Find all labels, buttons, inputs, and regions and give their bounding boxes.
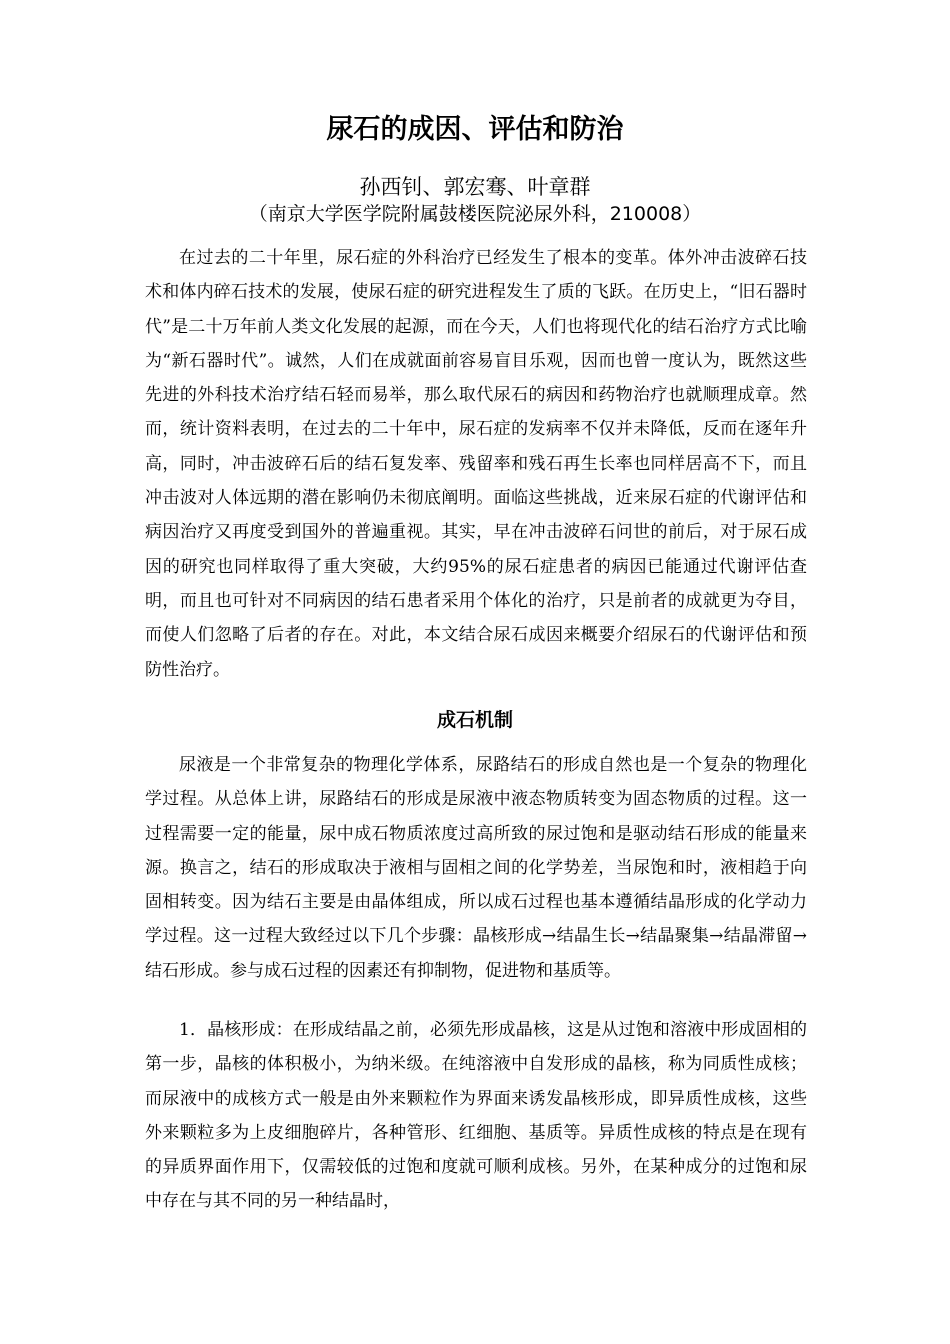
section-paragraph-2: 1．晶核形成：在形成结晶之前，必须先形成晶核，这是从过饱和溶液中形成固相的第一步，晶核的体积极小，为纳米级。在纯溶液中自发形成的晶核，称为同质性成核；而尿液中的成核方式一般是由外来颗粒作为界面来诱发晶核形成，即异质性成核，这些外来颗粒多为上皮细胞碎片，各种管形、红细胞、基质等。异质性成核的特点是在现有的异质界面作用下，仅需较低的过饱和度就可顺利成核。另外，在某种成分的过饱和尿中存在与其不同的另一种结晶时，	[145, 1020, 807, 1212]
article-affiliation: （南京大学医学院附属鼓楼医院泌尿外科，210008）	[248, 203, 702, 225]
section-heading: 成石机制	[436, 709, 513, 731]
section-paragraph-1: 尿液是一个非常复杂的物理化学体系，尿路结石的形成自然也是一个复杂的物理化学过程。从总体上讲，尿路结石的形成是尿液中液态物质转变为固态物质的过程。这一过程需要一定的能量，尿中成石物质浓度过高所致的尿过饱和是驱动结石形成的能量来源。换言之，结石的形成取决于液相与固相之间的化学势差，当尿饱和时，液相趋于向固相转变。因为结石主要是由晶体组成，所以成石过程也基本遵循结晶形成的化学动力学过程。这一过程大致经过以下几个步骤：晶核形成→结晶生长→结晶聚集→结晶滞留→结石形成。参与成石过程的因素还有抑制物，促进物和基质等。	[145, 755, 807, 981]
intro-paragraph: 在过去的二十年里，尿石症的外科治疗已经发生了根本的变革。体外冲击波碎石技术和体内碎石技术的发展，使尿石症的研究进程发生了质的飞跃。在历史上，“旧石器时代”是二十万年前人类文化发展的起源，而在今天，人们也将现代化的结石治疗方式比喻为“新石器时代”。诚然，人们在成就面前容易盲目乐观，因而也曾一度认为，既然这些先进的外科技术治疗结石轻而易举，那么取代尿石的病因和药物治疗也就顺理成章。然而，统计资料表明，在过去的二十年中，尿石症的发病率不仅并未降低，反而在逐年升高，同时，冲击波碎石后的结石复发率、残留率和残石再生长率也同样居高不下，而且冲击波对人体远期的潜在影响仍未彻底阐明。面临这些挑战，近来尿石症的代谢评估和病因治疗又再度受到国外的普遍重视。其实，早在冲击波碎石问世的前后，对于尿石成因的研究也同样取得了重大突破，大约95%的尿石症患者的病因已能通过代谢评估查明，而且也可针对不同病因的结石患者采用个体化的治疗，只是前者的成就更为夺目，而使人们忽略了后者的存在。对此，本文结合尿石成因来概要介绍尿石的代谢评估和预防性治疗。	[145, 248, 807, 680]
article-authors: 孙西钊、郭宏骞、叶章群	[359, 175, 591, 199]
article-title: 尿石的成因、评估和防治	[326, 114, 624, 145]
